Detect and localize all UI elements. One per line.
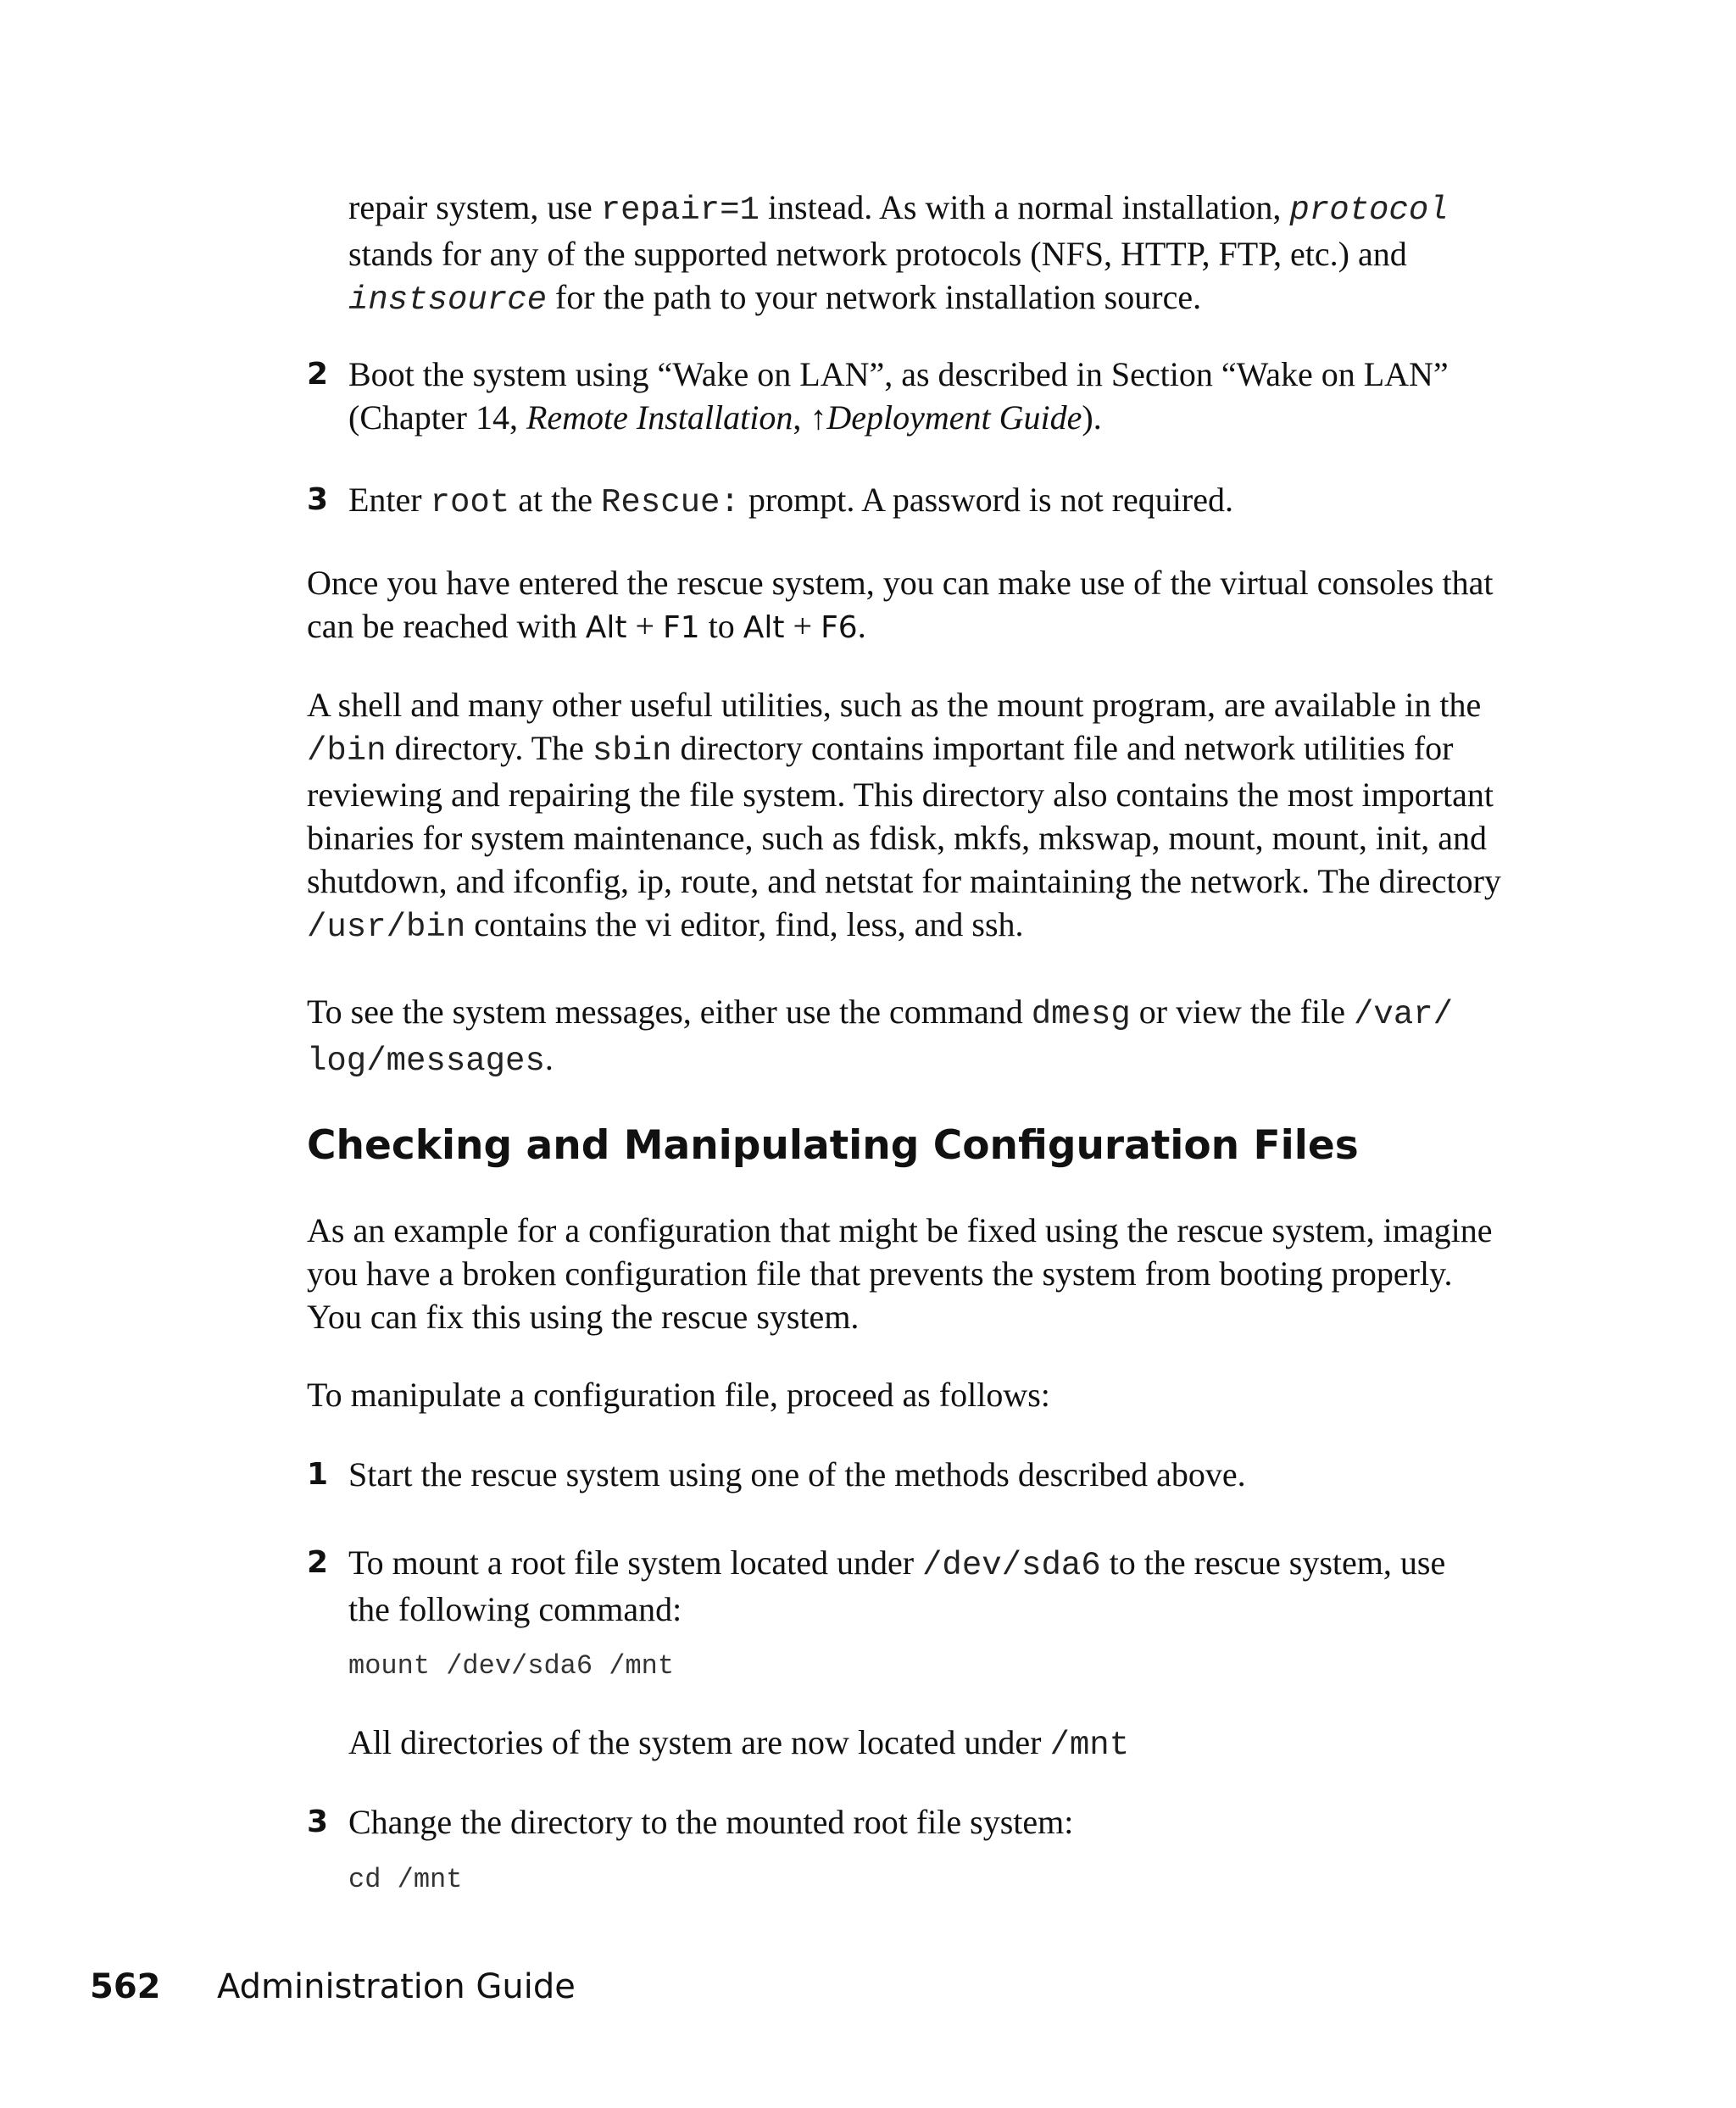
step-3b-text: Change the directory to the mounted root file system: xyxy=(348,1803,1074,1841)
text: or view the file xyxy=(1130,993,1355,1031)
code-mnt: /mnt xyxy=(1049,1727,1130,1764)
text: can be reached with xyxy=(307,607,586,645)
key-alt: Alt xyxy=(743,610,785,645)
example-line-2: you have a broken configuration file that prevents the system from booting properly. xyxy=(307,1254,1453,1293)
text: Enter xyxy=(348,481,431,519)
code-sbin: sbin xyxy=(592,732,672,770)
crossref-italic: Deployment Guide xyxy=(826,398,1082,437)
key-f6: F6 xyxy=(821,610,858,645)
text: All directories of the system are now located under xyxy=(348,1723,1050,1761)
intro-paragraph xyxy=(348,186,1552,322)
key-alt: Alt xyxy=(585,610,627,645)
text: To see the system messages, either use the command xyxy=(307,993,1032,1031)
step-2b-line-2: the following command: xyxy=(348,1590,682,1628)
code-root: root xyxy=(430,484,510,521)
text: repair system, use xyxy=(348,188,601,226)
code-bin: /bin xyxy=(307,732,387,770)
intro-line-2: stands for any of the supported network protocols (NFS, HTTP, FTP, etc.) and xyxy=(348,235,1407,273)
text: for the path to your network installation source. xyxy=(547,278,1202,316)
text: , ↑ xyxy=(793,398,827,437)
step-number: 1 xyxy=(307,1457,329,1492)
proceed-paragraph: To manipulate a configuration file, proceed as follows: xyxy=(307,1376,1050,1414)
crossref-italic: Remote Installation xyxy=(526,398,793,437)
text: ). xyxy=(1082,398,1102,437)
example-paragraph xyxy=(307,1209,1544,1338)
step-number: 2 xyxy=(307,357,329,392)
step-2b-after xyxy=(348,1721,1552,1767)
intro-line-1 xyxy=(348,186,1552,232)
shell-line-5: shutdown, and ifconfig, ip, route, and netstat for maintaining the network. The directory xyxy=(307,862,1501,900)
shell-paragraph xyxy=(307,683,1544,949)
code-rescue-prompt: Rescue: xyxy=(600,484,740,521)
text: to the rescue system, use xyxy=(1100,1543,1446,1582)
book-title: Administration Guide xyxy=(217,1967,576,2006)
text: contains the vi editor, find, less, and ssh. xyxy=(465,905,1024,943)
page-number: 562 xyxy=(90,1967,161,2006)
code-block-mount: mount /dev/sda6 /mnt xyxy=(348,1650,675,1682)
text: directory contains important file and network utilities for xyxy=(671,729,1454,767)
text: + xyxy=(626,607,664,645)
step-2b-line-1 xyxy=(348,1541,1552,1588)
text: instead. As with a normal installation, xyxy=(759,188,1290,226)
text: to xyxy=(699,607,743,645)
shell-line-2 xyxy=(307,726,1544,773)
code-var: /var/ xyxy=(1354,996,1454,1033)
example-line-1: As an example for a configuration that might be fixed using the rescue system, imagine xyxy=(307,1211,1493,1249)
shell-line-3: reviewing and repairing the file system. This directory also contains the most important xyxy=(307,776,1494,814)
code-dev-sda6: /dev/sda6 xyxy=(922,1547,1101,1584)
code-protocol: protocol xyxy=(1289,192,1449,229)
step-number: 3 xyxy=(307,482,329,517)
messages-line-1 xyxy=(307,990,1544,1037)
step-1-text: Start the rescue system using one of the methods described above. xyxy=(348,1455,1246,1493)
text: To mount a root file system located under xyxy=(348,1543,923,1582)
step-2-line-2 xyxy=(348,396,1552,439)
shell-line-6 xyxy=(307,903,1544,949)
code-dmesg: dmesg xyxy=(1031,996,1131,1033)
code-repair: repair=1 xyxy=(600,192,760,229)
example-line-3: You can fix this using the rescue system. xyxy=(307,1298,860,1336)
page-footer xyxy=(90,1965,576,2009)
step-number: 2 xyxy=(307,1545,329,1580)
step-2b-text xyxy=(348,1541,1552,1631)
section-heading: Checking and Manipulating Configuration Files xyxy=(307,1122,1359,1169)
text: prompt. A password is not required. xyxy=(739,481,1233,519)
messages-line-2 xyxy=(307,1037,1544,1083)
consoles-paragraph xyxy=(307,561,1544,649)
consoles-line-2 xyxy=(307,604,1544,649)
intro-line-3 xyxy=(348,275,1552,322)
code-log-messages: log/messages xyxy=(307,1043,545,1080)
text: at the xyxy=(509,481,601,519)
text: + xyxy=(784,607,821,645)
code-instsource: instsource xyxy=(348,281,548,319)
key-f1: F1 xyxy=(663,610,700,645)
code-usr-bin: /usr/bin xyxy=(307,909,466,946)
text: (Chapter 14, xyxy=(348,398,526,437)
code-block-cd: cd /mnt xyxy=(348,1864,463,1895)
step-2-line-1: Boot the system using “Wake on LAN”, as described in Section “Wake on LAN” xyxy=(348,355,1449,393)
consoles-line-1: Once you have entered the rescue system, you can make use of the virtual consoles that xyxy=(307,564,1494,602)
messages-paragraph xyxy=(307,990,1544,1083)
step-2-text xyxy=(348,353,1552,439)
shell-line-4: binaries for system maintenance, such as fdisk, mkfs, mkswap, mount, mount, init, and xyxy=(307,819,1487,857)
step-number: 3 xyxy=(307,1805,329,1839)
shell-line-1: A shell and many other useful utilities, such as the mount program, are available in the xyxy=(307,686,1482,724)
step-3-text xyxy=(348,478,1552,525)
text: . xyxy=(857,607,866,645)
text: directory. The xyxy=(386,729,593,767)
text: . xyxy=(544,1039,554,1077)
